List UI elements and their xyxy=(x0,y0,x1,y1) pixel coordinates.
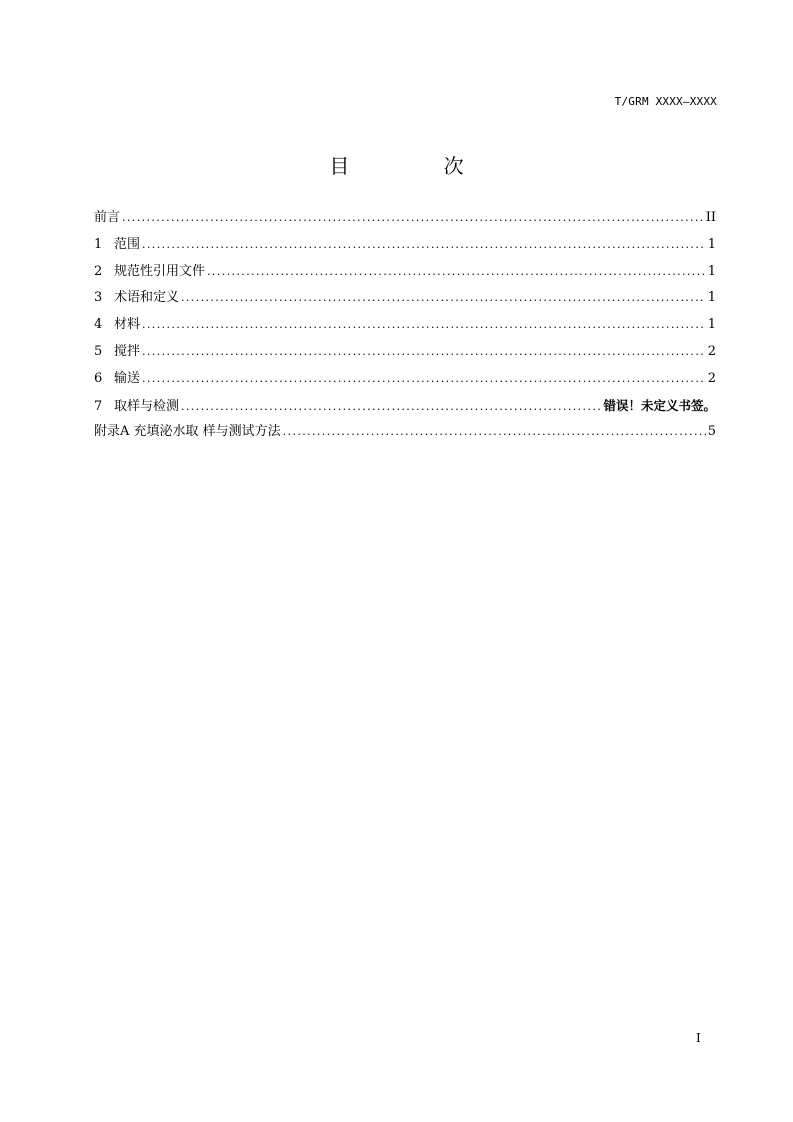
toc-entry-page: 2 xyxy=(707,343,716,359)
toc-entry-number: 7 xyxy=(94,398,103,414)
toc-entry-text: 术语和定义 xyxy=(114,290,180,306)
toc-entry-text: 搅拌 xyxy=(114,343,141,359)
toc-dot-leader xyxy=(181,396,601,418)
toc-dot-leader xyxy=(142,368,706,390)
toc-dot-leader xyxy=(207,261,706,283)
toc-entry-number: 2 xyxy=(94,263,103,279)
toc-dot-leader xyxy=(142,341,706,363)
toc-dot-leader xyxy=(142,314,706,336)
toc-entry-text: 输送 xyxy=(114,370,141,386)
toc-entry-text: 范围 xyxy=(114,236,141,252)
toc-entry-scope[interactable] xyxy=(94,234,716,261)
toc-dot-leader xyxy=(142,234,706,256)
toc-entry-sampling-testing[interactable] xyxy=(94,395,716,422)
toc-entry-text: 规范性引用文件 xyxy=(114,263,206,279)
toc-entry-number: 1 xyxy=(94,236,103,252)
toc-entry-page: 1 xyxy=(707,263,716,279)
toc-dot-leader xyxy=(181,287,706,309)
toc-entry-terms-definitions[interactable] xyxy=(94,287,716,314)
toc-entry-text: 附录A 充填泌水取 样与测试方法 xyxy=(94,424,281,440)
toc-entry-text: 前言 xyxy=(94,210,121,225)
toc-entry-page: 1 xyxy=(707,317,716,333)
toc-entry-number: 4 xyxy=(94,317,103,333)
toc-entry-appendix-a[interactable] xyxy=(94,421,716,448)
toc-entry-mixing[interactable] xyxy=(94,341,716,368)
standard-code: T/GRM XXXX—XXXX xyxy=(614,95,717,108)
toc-entry-page: 2 xyxy=(707,370,716,386)
toc-entry-materials[interactable] xyxy=(94,314,716,341)
toc-entry-number: 5 xyxy=(94,343,103,359)
table-of-contents xyxy=(94,207,716,448)
toc-title: 目 次 xyxy=(329,154,508,178)
toc-entry-normative-references[interactable] xyxy=(94,261,716,288)
page-number: I xyxy=(696,1031,701,1045)
toc-entry-conveying[interactable] xyxy=(94,368,716,395)
toc-entry-page: 5 xyxy=(707,424,716,440)
toc-entry-page: II xyxy=(705,210,716,225)
toc-dot-leader xyxy=(122,207,704,229)
toc-entry-number: 3 xyxy=(94,290,103,306)
toc-entry-number: 6 xyxy=(94,370,103,386)
toc-entry-page: 1 xyxy=(707,236,716,252)
toc-entry-page-error: 错误！未定义书签。 xyxy=(603,397,716,413)
toc-dot-leader xyxy=(283,421,706,443)
toc-entry-page: 1 xyxy=(707,290,716,306)
toc-entry-text: 材料 xyxy=(114,317,141,333)
toc-entry-foreword[interactable] xyxy=(94,207,716,234)
toc-entry-text: 取样与检测 xyxy=(114,398,180,414)
